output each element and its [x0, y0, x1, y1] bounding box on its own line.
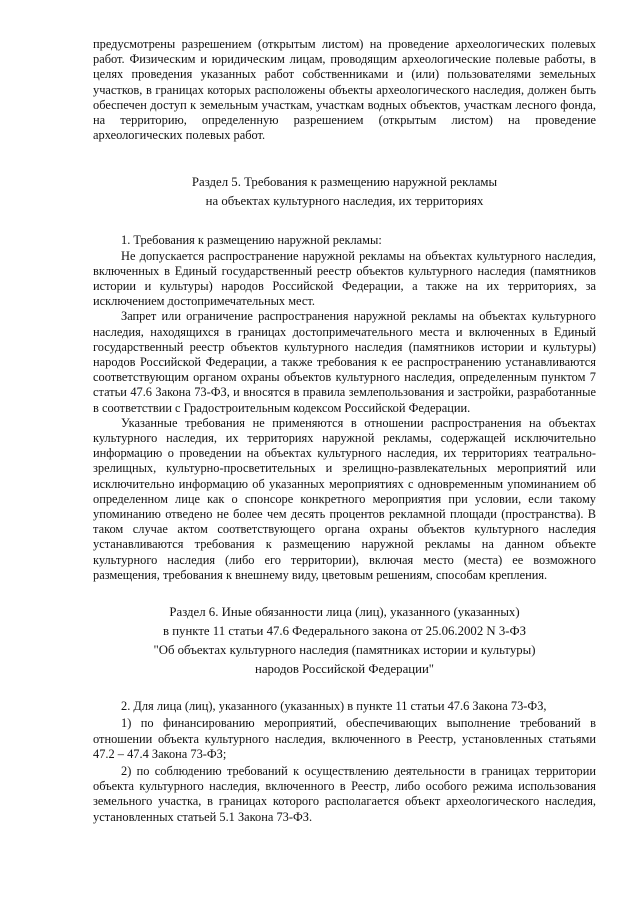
section-6-title-line-3: "Об объектах культурного наследия (памятниках истории и культуры) — [153, 643, 536, 658]
section-6-title-line-2: в пункте 11 статьи 47.6 Федерального закона от 25.06.2002 N 3-ФЗ — [162, 624, 527, 639]
section-6-subitem-1: 1) по финансированию мероприятий, обеспечивающих выполнение требований в отношении объекта культурного наследия, включенного в Реестр, установленных статьями 47.2 – 47.4 Закона 73-ФЗ; — [93, 716, 596, 761]
section-5-paragraph-3: Указанные требования не применяются в отношении распространения на объектах культурного наследия, их территориях наружной рекламы, содержащей исключительно информацию о проведении на объектах культурного наследия, их территориях театрально-зрелищных, культурно-просветительных и зрелищно-развлекательных мероприятий или исключительно информацию об указанных мероприятиях с одновременным упоминанием об определенном лице как о спонсоре конкретного мероприятия при условии, если такому упоминанию отведено не более чем десять процентов рекламной площади (пространства). В таком случае актом соответствующего органа охраны объектов культурного наследия устанавливаются требования к размещению наружной рекламы на данном объекте культурного наследия (либо его территории), включая место (места) ее возможного размещения, требования к внешнему виду, цветовым решениям, способам крепления. — [93, 415, 596, 582]
section-5-title-line-2: на объектах культурного наследия, их территориях — [205, 194, 484, 209]
section-6-heading — [93, 603, 596, 679]
section-5-paragraph-1: Не допускается распространение наружной рекламы на объектах культурного наследия, включенных в Единый государственный реестр объектов культурного наследия (памятников истории и культуры) народов Российской Федерации, а также на их территориях, за исключением достопримечательных мест. — [93, 248, 596, 309]
section-6-title-line-1: Раздел 6. Иные обязанности лица (лиц), указанного (указанных) — [169, 605, 520, 620]
section-5-item-1: 1. Требования к размещению наружной рекламы: — [121, 233, 382, 248]
section-5-heading — [93, 173, 596, 211]
section-6-item-2: 2. Для лица (лиц), указанного (указанных) в пункте 11 статьи 47.6 Закона 73-ФЗ, — [121, 699, 547, 714]
intro-paragraph: предусмотрены разрешением (открытым листом) на проведение археологических полевых работ. Физическим и юридическим лицам, проводящим археологические полевые работы, в целях проведения указанных работ собственниками и (или) пользователями земельных участков, в границах которых расположены объекты археологического наследия, должен быть обеспечен доступ к земельным участкам, участкам водных объектов, участкам лесного фонда, на территорию, определенную разрешением (открытым листом) на проведение археологических полевых работ. — [93, 37, 596, 143]
section-6-subitem-2: 2) по соблюдению требований к осуществлению деятельности в границах территории объекта культурного наследия, включенного в Реестр, либо особого режима использования земельного участка, в границах которого располагается объект археологического наследия, установленных статьей 5.1 Закона 73-ФЗ. — [93, 763, 596, 824]
section-5-paragraph-2: Запрет или ограничение распространения наружной рекламы на объектах культурного наследия, находящихся в границах достопримечательного места и включенных в Единый государственный реестр объектов культурного наследия (памятников истории и культуры) народов Российской Федерации, а также требования к ее распространению устанавливаются соответствующим органом охраны объектов культурного наследия, определенным пунктом 7 статьи 47.6 Закона 73-ФЗ, и вносятся в правила землепользования и застройки, разработанные в соответствии с Градостроительным кодексом Российской Федерации. — [93, 309, 596, 415]
section-5-title-line-1: Раздел 5. Требования к размещению наружной рекламы — [191, 175, 498, 190]
section-6-title-line-4: народов Российской Федерации" — [254, 662, 435, 677]
